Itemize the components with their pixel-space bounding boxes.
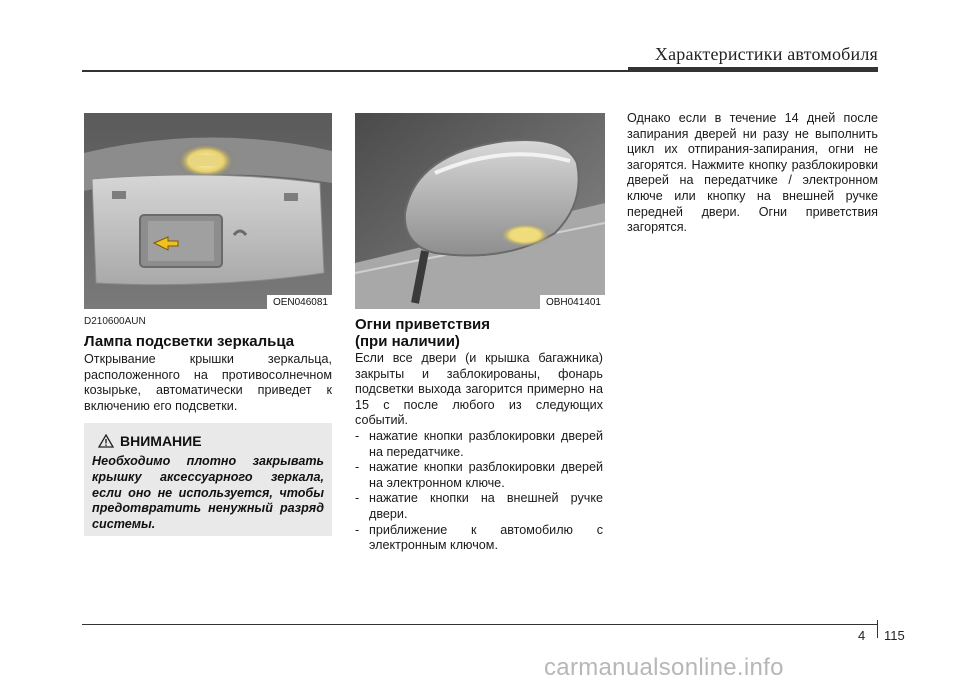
list-item: - приближение к автомобилю с электронным ключом. [355, 522, 603, 553]
section-title-mirror-lamp: Лампа подсветки зеркальца [84, 333, 295, 350]
vanity-mirror-illustration [84, 113, 332, 309]
section-body-continuation: Однако если в течение 14 дней после запирания дверей ни разу не выполнить цикл их отпирания-запирания, огни не загорятся. Нажмите кнопку разблокировки дверей на передатчике / электронном ключе или кнопку на внешней ручке передней двери. Огни приветствия загорятся. [627, 111, 878, 235]
header-title: Характеристики автомобиля [654, 44, 878, 64]
warning-box [84, 423, 332, 536]
warning-title: ВНИМАНИЕ [120, 433, 202, 449]
section-body-mirror-lamp: Открывание крышки зеркальца, расположенного на противосолнечном козырьке, автоматически приведет к включению его подсветки. [84, 352, 332, 413]
figure-caption: OEN046081 [267, 295, 332, 309]
page-number: 115 [884, 628, 905, 643]
warning-text: Необходимо плотно закрывать крышку аксессуарного зеркала, если оно не используется, чтобы предотвратить ненужный разряд системы. [92, 454, 324, 532]
header-rule-accent [628, 67, 878, 72]
watermark: carmanualsonline.info [544, 654, 784, 681]
list-item: - нажатие кнопки разблокировки дверей на электронном ключе. [355, 460, 603, 490]
section-title-welcome-lights [355, 316, 490, 350]
warning-header [98, 433, 202, 449]
figure-vanity-mirror [84, 113, 332, 309]
figure-side-mirror [355, 113, 605, 309]
footer-rule [82, 624, 878, 625]
chapter-number: 4 [858, 628, 866, 643]
list-item: - нажатие кнопки на внешней ручке двери. [355, 491, 603, 521]
event-list [355, 429, 603, 554]
footer-divider [877, 620, 878, 638]
warning-triangle-icon [98, 434, 114, 448]
figure-caption: OBH041401 [540, 295, 605, 309]
side-mirror-illustration [355, 113, 605, 309]
section-code: D210600AUN [84, 316, 146, 327]
section-body-welcome-lights: Если все двери (и крышка багажника) закрыты и заблокированы, фонарь подсветки выхода загорится примерно на 15 с после любого из следующих событий. [355, 351, 603, 428]
list-item: - нажатие кнопки разблокировки дверей на передатчике. [355, 429, 603, 459]
section-title-line-1: Огни приветствия [355, 316, 491, 333]
section-title-line-2: (при наличии) [355, 333, 460, 350]
